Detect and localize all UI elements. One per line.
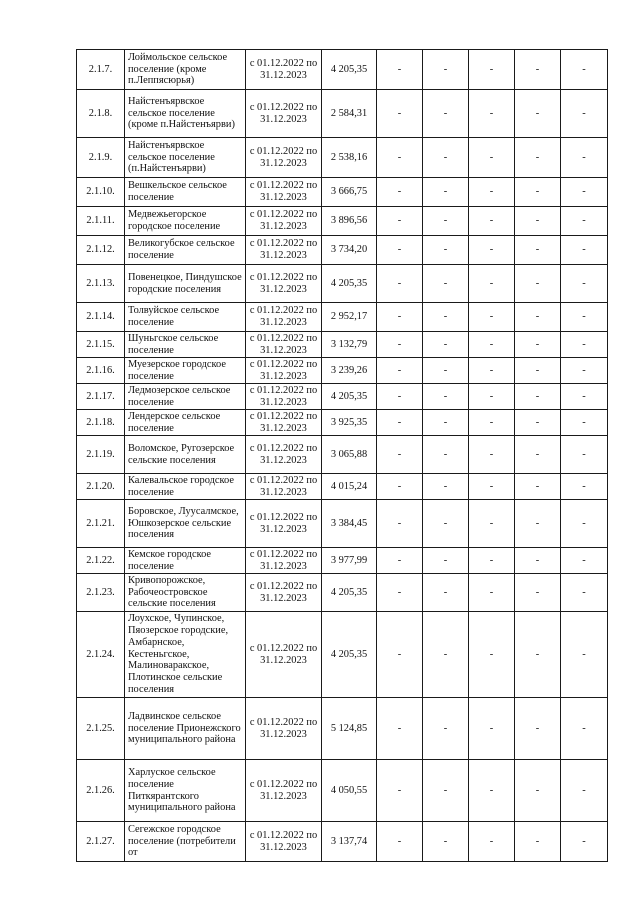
empty-value-cell: -	[561, 265, 608, 303]
tariff-value: 3 384,45	[322, 500, 377, 548]
empty-value-cell: -	[561, 436, 608, 474]
empty-value-cell: -	[515, 474, 561, 500]
tariff-value: 2 584,31	[322, 90, 377, 138]
empty-value-cell: -	[561, 332, 608, 358]
validity-period: с 01.12.2022 по 31.12.2023	[246, 474, 322, 500]
validity-period: с 01.12.2022 по 31.12.2023	[246, 822, 322, 862]
tariff-value: 3 896,56	[322, 207, 377, 236]
tariff-table	[76, 49, 608, 862]
row-number: 2.1.9.	[77, 138, 125, 178]
empty-value-cell: -	[377, 90, 423, 138]
empty-value-cell: -	[561, 178, 608, 207]
table-row	[77, 698, 608, 760]
table-row	[77, 90, 608, 138]
validity-period: с 01.12.2022 по 31.12.2023	[246, 90, 322, 138]
table-row	[77, 436, 608, 474]
empty-value-cell: -	[515, 760, 561, 822]
empty-value-cell: -	[423, 548, 469, 574]
table-row	[77, 236, 608, 265]
tariff-value: 4 205,35	[322, 574, 377, 612]
table-row	[77, 50, 608, 90]
empty-value-cell: -	[423, 612, 469, 698]
row-number: 2.1.21.	[77, 500, 125, 548]
validity-period: с 01.12.2022 по 31.12.2023	[246, 384, 322, 410]
tariff-value: 5 124,85	[322, 698, 377, 760]
row-number: 2.1.8.	[77, 90, 125, 138]
empty-value-cell: -	[423, 822, 469, 862]
empty-value-cell: -	[423, 474, 469, 500]
empty-value-cell: -	[377, 574, 423, 612]
empty-value-cell: -	[423, 236, 469, 265]
empty-value-cell: -	[469, 612, 515, 698]
settlement-name: Кемское городское поселение	[125, 548, 246, 574]
empty-value-cell: -	[377, 436, 423, 474]
validity-period: с 01.12.2022 по 31.12.2023	[246, 332, 322, 358]
tariff-value: 3 734,20	[322, 236, 377, 265]
empty-value-cell: -	[377, 548, 423, 574]
tariff-value: 3 137,74	[322, 822, 377, 862]
empty-value-cell: -	[561, 384, 608, 410]
table-row	[77, 474, 608, 500]
empty-value-cell: -	[561, 50, 608, 90]
row-number: 2.1.20.	[77, 474, 125, 500]
empty-value-cell: -	[561, 548, 608, 574]
tariff-value: 4 015,24	[322, 474, 377, 500]
empty-value-cell: -	[469, 236, 515, 265]
validity-period: с 01.12.2022 по 31.12.2023	[246, 265, 322, 303]
tariff-value: 3 977,99	[322, 548, 377, 574]
empty-value-cell: -	[469, 358, 515, 384]
empty-value-cell: -	[469, 474, 515, 500]
row-number: 2.1.23.	[77, 574, 125, 612]
row-number: 2.1.22.	[77, 548, 125, 574]
table-row	[77, 548, 608, 574]
empty-value-cell: -	[377, 760, 423, 822]
empty-value-cell: -	[377, 265, 423, 303]
row-number: 2.1.25.	[77, 698, 125, 760]
empty-value-cell: -	[469, 50, 515, 90]
empty-value-cell: -	[515, 410, 561, 436]
empty-value-cell: -	[377, 332, 423, 358]
empty-value-cell: -	[377, 178, 423, 207]
empty-value-cell: -	[469, 265, 515, 303]
empty-value-cell: -	[469, 574, 515, 612]
empty-value-cell: -	[561, 574, 608, 612]
tariff-value: 2 952,17	[322, 303, 377, 332]
settlement-name: Лоухское, Чупинское, Пяозерское городские, Амбарнское, Кестеньгское, Малиноваракское, Плотинское сельские поселения	[125, 612, 246, 698]
empty-value-cell: -	[561, 822, 608, 862]
validity-period: с 01.12.2022 по 31.12.2023	[246, 178, 322, 207]
empty-value-cell: -	[469, 548, 515, 574]
empty-value-cell: -	[377, 207, 423, 236]
empty-value-cell: -	[561, 698, 608, 760]
empty-value-cell: -	[377, 500, 423, 548]
empty-value-cell: -	[377, 384, 423, 410]
row-number: 2.1.17.	[77, 384, 125, 410]
validity-period: с 01.12.2022 по 31.12.2023	[246, 410, 322, 436]
empty-value-cell: -	[469, 410, 515, 436]
empty-value-cell: -	[377, 138, 423, 178]
validity-period: с 01.12.2022 по 31.12.2023	[246, 612, 322, 698]
empty-value-cell: -	[423, 332, 469, 358]
empty-value-cell: -	[515, 548, 561, 574]
empty-value-cell: -	[515, 332, 561, 358]
empty-value-cell: -	[469, 207, 515, 236]
tariff-value: 3 666,75	[322, 178, 377, 207]
table-row	[77, 612, 608, 698]
validity-period: с 01.12.2022 по 31.12.2023	[246, 500, 322, 548]
empty-value-cell: -	[423, 265, 469, 303]
empty-value-cell: -	[377, 612, 423, 698]
empty-value-cell: -	[561, 500, 608, 548]
tariff-value: 4 205,35	[322, 265, 377, 303]
validity-period: с 01.12.2022 по 31.12.2023	[246, 50, 322, 90]
row-number: 2.1.26.	[77, 760, 125, 822]
validity-period: с 01.12.2022 по 31.12.2023	[246, 358, 322, 384]
tariff-value: 3 925,35	[322, 410, 377, 436]
settlement-name: Найстенъярвское сельское поселение (п.Найстенъярви)	[125, 138, 246, 178]
tariff-value: 3 132,79	[322, 332, 377, 358]
settlement-name: Ладвинское сельское поселение Прионежского муниципального района	[125, 698, 246, 760]
empty-value-cell: -	[423, 138, 469, 178]
empty-value-cell: -	[469, 500, 515, 548]
row-number: 2.1.7.	[77, 50, 125, 90]
table-row	[77, 358, 608, 384]
tariff-value: 4 205,35	[322, 384, 377, 410]
row-number: 2.1.11.	[77, 207, 125, 236]
empty-value-cell: -	[377, 474, 423, 500]
settlement-name: Найстенъярвское сельское поселение (кроме п.Найстенъярви)	[125, 90, 246, 138]
table-row	[77, 332, 608, 358]
validity-period: с 01.12.2022 по 31.12.2023	[246, 207, 322, 236]
settlement-name: Вешкельское сельское поселение	[125, 178, 246, 207]
empty-value-cell: -	[515, 384, 561, 410]
empty-value-cell: -	[377, 358, 423, 384]
empty-value-cell: -	[423, 50, 469, 90]
empty-value-cell: -	[515, 358, 561, 384]
empty-value-cell: -	[469, 138, 515, 178]
row-number: 2.1.15.	[77, 332, 125, 358]
tariff-value: 3 065,88	[322, 436, 377, 474]
empty-value-cell: -	[423, 303, 469, 332]
empty-value-cell: -	[423, 207, 469, 236]
settlement-name: Лоймольское сельское поселение (кроме п.Леппясюрья)	[125, 50, 246, 90]
empty-value-cell: -	[423, 760, 469, 822]
row-number: 2.1.10.	[77, 178, 125, 207]
settlement-name: Медвежьегорское городское поселение	[125, 207, 246, 236]
validity-period: с 01.12.2022 по 31.12.2023	[246, 698, 322, 760]
empty-value-cell: -	[561, 207, 608, 236]
empty-value-cell: -	[423, 698, 469, 760]
row-number: 2.1.13.	[77, 265, 125, 303]
empty-value-cell: -	[469, 822, 515, 862]
settlement-name: Боровское, Луусалмское, Юшкозерское сельские поселения	[125, 500, 246, 548]
empty-value-cell: -	[377, 822, 423, 862]
table-row	[77, 178, 608, 207]
validity-period: с 01.12.2022 по 31.12.2023	[246, 138, 322, 178]
empty-value-cell: -	[515, 178, 561, 207]
empty-value-cell: -	[469, 436, 515, 474]
empty-value-cell: -	[561, 303, 608, 332]
tariff-value: 2 538,16	[322, 138, 377, 178]
validity-period: с 01.12.2022 по 31.12.2023	[246, 548, 322, 574]
table-row	[77, 822, 608, 862]
table-row	[77, 410, 608, 436]
empty-value-cell: -	[515, 574, 561, 612]
settlement-name: Ледмозерское сельское поселение	[125, 384, 246, 410]
empty-value-cell: -	[515, 50, 561, 90]
row-number: 2.1.19.	[77, 436, 125, 474]
validity-period: с 01.12.2022 по 31.12.2023	[246, 303, 322, 332]
empty-value-cell: -	[469, 760, 515, 822]
empty-value-cell: -	[561, 612, 608, 698]
settlement-name: Воломское, Ругозерское сельские поселения	[125, 436, 246, 474]
empty-value-cell: -	[515, 436, 561, 474]
empty-value-cell: -	[515, 90, 561, 138]
empty-value-cell: -	[561, 358, 608, 384]
settlement-name: Сегежское городское поселение (потребители от	[125, 822, 246, 862]
empty-value-cell: -	[469, 90, 515, 138]
empty-value-cell: -	[423, 358, 469, 384]
row-number: 2.1.14.	[77, 303, 125, 332]
settlement-name: Шуньгское сельское поселение	[125, 332, 246, 358]
table-row	[77, 265, 608, 303]
validity-period: с 01.12.2022 по 31.12.2023	[246, 436, 322, 474]
empty-value-cell: -	[469, 698, 515, 760]
empty-value-cell: -	[423, 384, 469, 410]
table-row	[77, 138, 608, 178]
empty-value-cell: -	[515, 138, 561, 178]
empty-value-cell: -	[561, 760, 608, 822]
empty-value-cell: -	[561, 90, 608, 138]
settlement-name: Муезерское городское поселение	[125, 358, 246, 384]
table-body	[77, 50, 608, 862]
empty-value-cell: -	[423, 178, 469, 207]
empty-value-cell: -	[423, 436, 469, 474]
validity-period: с 01.12.2022 по 31.12.2023	[246, 760, 322, 822]
row-number: 2.1.27.	[77, 822, 125, 862]
tariff-value: 4 205,35	[322, 50, 377, 90]
empty-value-cell: -	[561, 474, 608, 500]
settlement-name: Великогубское сельское поселение	[125, 236, 246, 265]
empty-value-cell: -	[515, 236, 561, 265]
empty-value-cell: -	[561, 138, 608, 178]
settlement-name: Повенецкое, Пиндушское городские поселения	[125, 265, 246, 303]
tariff-value: 3 239,26	[322, 358, 377, 384]
validity-period: с 01.12.2022 по 31.12.2023	[246, 236, 322, 265]
empty-value-cell: -	[469, 303, 515, 332]
tariff-value: 4 205,35	[322, 612, 377, 698]
settlement-name: Лендерское сельское поселение	[125, 410, 246, 436]
empty-value-cell: -	[515, 303, 561, 332]
empty-value-cell: -	[469, 384, 515, 410]
empty-value-cell: -	[377, 303, 423, 332]
table-row	[77, 500, 608, 548]
tariff-value: 4 050,55	[322, 760, 377, 822]
empty-value-cell: -	[377, 698, 423, 760]
empty-value-cell: -	[515, 207, 561, 236]
settlement-name: Кривопорожское, Рабочеостровское сельские поселения	[125, 574, 246, 612]
empty-value-cell: -	[423, 574, 469, 612]
empty-value-cell: -	[515, 698, 561, 760]
table-row	[77, 207, 608, 236]
empty-value-cell: -	[515, 612, 561, 698]
empty-value-cell: -	[561, 410, 608, 436]
empty-value-cell: -	[377, 410, 423, 436]
empty-value-cell: -	[377, 50, 423, 90]
table-row	[77, 384, 608, 410]
empty-value-cell: -	[423, 410, 469, 436]
table-row	[77, 760, 608, 822]
empty-value-cell: -	[377, 236, 423, 265]
empty-value-cell: -	[561, 236, 608, 265]
empty-value-cell: -	[515, 265, 561, 303]
empty-value-cell: -	[469, 332, 515, 358]
row-number: 2.1.24.	[77, 612, 125, 698]
table-row	[77, 574, 608, 612]
settlement-name: Калевальское городское поселение	[125, 474, 246, 500]
empty-value-cell: -	[515, 822, 561, 862]
validity-period: с 01.12.2022 по 31.12.2023	[246, 574, 322, 612]
settlement-name: Харлуское сельское поселение Питкярантского муниципального района	[125, 760, 246, 822]
empty-value-cell: -	[515, 500, 561, 548]
empty-value-cell: -	[423, 90, 469, 138]
table-row	[77, 303, 608, 332]
settlement-name: Толвуйское сельское поселение	[125, 303, 246, 332]
empty-value-cell: -	[469, 178, 515, 207]
row-number: 2.1.16.	[77, 358, 125, 384]
empty-value-cell: -	[423, 500, 469, 548]
row-number: 2.1.12.	[77, 236, 125, 265]
row-number: 2.1.18.	[77, 410, 125, 436]
